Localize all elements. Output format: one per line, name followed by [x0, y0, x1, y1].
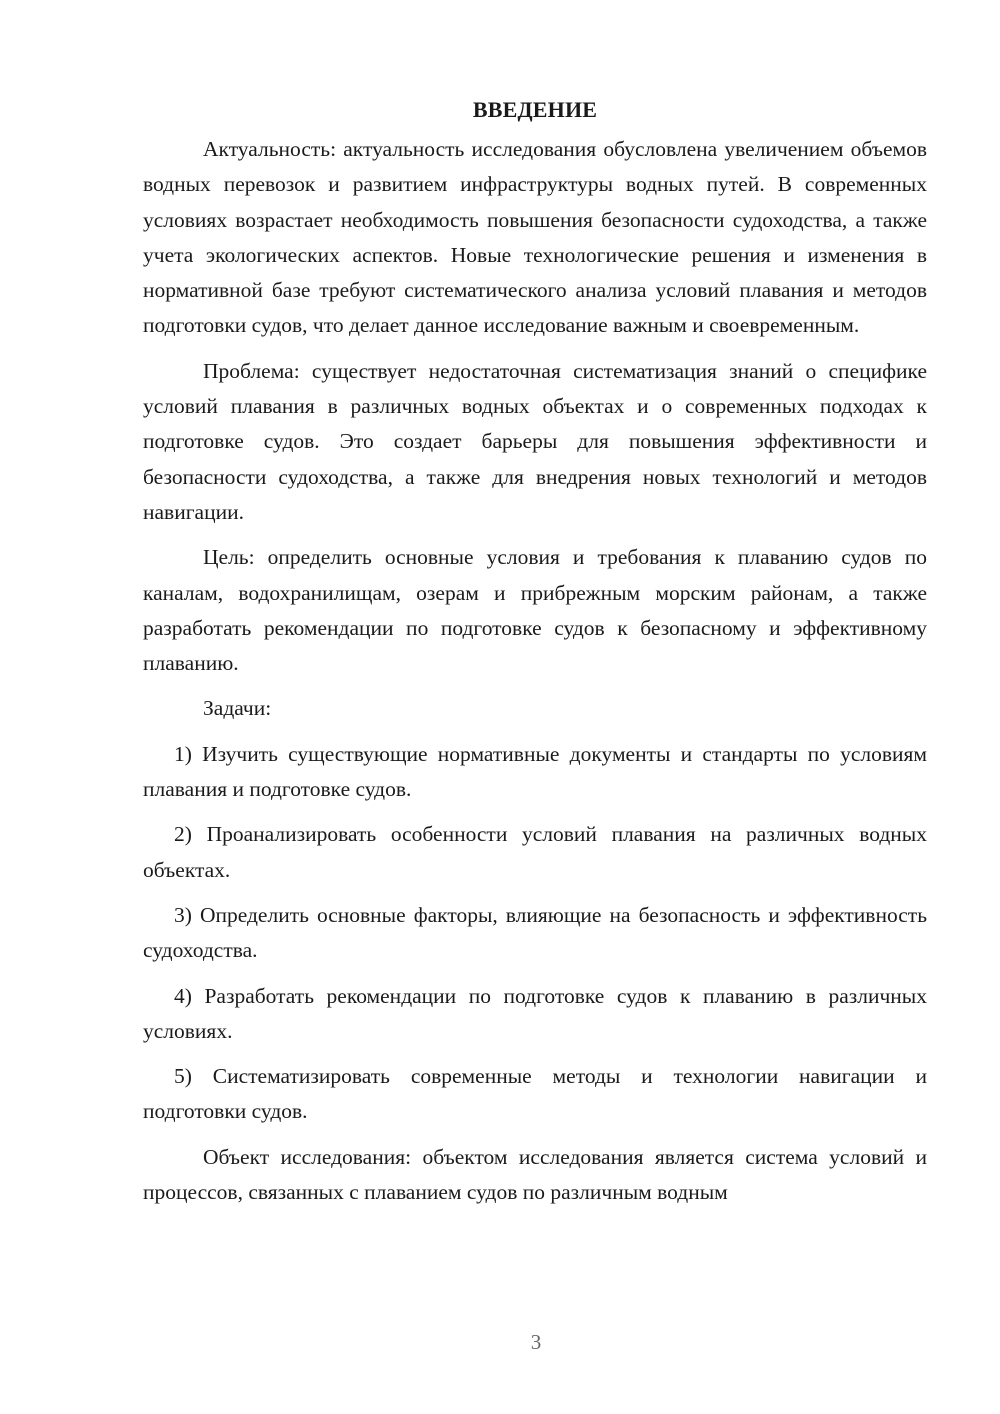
document-page — [143, 92, 927, 1220]
page-number: 3 — [530, 1330, 542, 1354]
task-item: 5) Систематизировать современные методы и технологии навигации и подготовки судов. — [143, 1064, 927, 1124]
paragraph-goal: Цель: определить основные условия и требования к плаванию судов по каналам, водохранилищам, озерам и прибрежным морским районам, а также разработать рекомендации по подготовке судов к безопасному и эффективному плаванию. — [143, 545, 927, 676]
task-item: 4) Разработать рекомендации по подготовке судов к плаванию в различных условиях. — [143, 983, 927, 1043]
task-item: 3) Определить основные факторы, влияющие на безопасность и эффективность судоходства. — [143, 902, 927, 963]
tasks-label: Задачи: — [203, 696, 272, 721]
paragraph-relevance: Актуальность: актуальность исследования обусловлена увеличением объемов водных перевозок и развитием инфраструктуры водных путей. В современных условиях возрастает необходимость повышения безопасности судоходства, а также учета экологических аспектов. Новые технологические решения и изменения в нормативной базе требуют систематического анализа условий плавания и методов подготовки судов, что делает данное исследование важным и своевременным. — [143, 137, 927, 338]
section-heading: ВВЕДЕНИЕ — [472, 97, 598, 122]
paragraph-problem: Проблема: существует недостаточная систематизация знаний о специфике условий плавания в различных водных объектах и о современных подходах к подготовке судов. Это создает барьеры для повышения эффективности и безопасности судоходства, а также для внедрения новых технологий и методов навигации. — [143, 358, 927, 524]
paragraph-object: Объект исследования: объектом исследования является система условий и процессов, связанных с плаванием судов по различным водным — [143, 1144, 927, 1205]
task-item: 2) Проанализировать особенности условий плавания на различных водных объектах. — [143, 822, 927, 882]
task-item: 1) Изучить существующие нормативные документы и стандарты по условиям плавания и подготовке судов. — [143, 741, 927, 802]
